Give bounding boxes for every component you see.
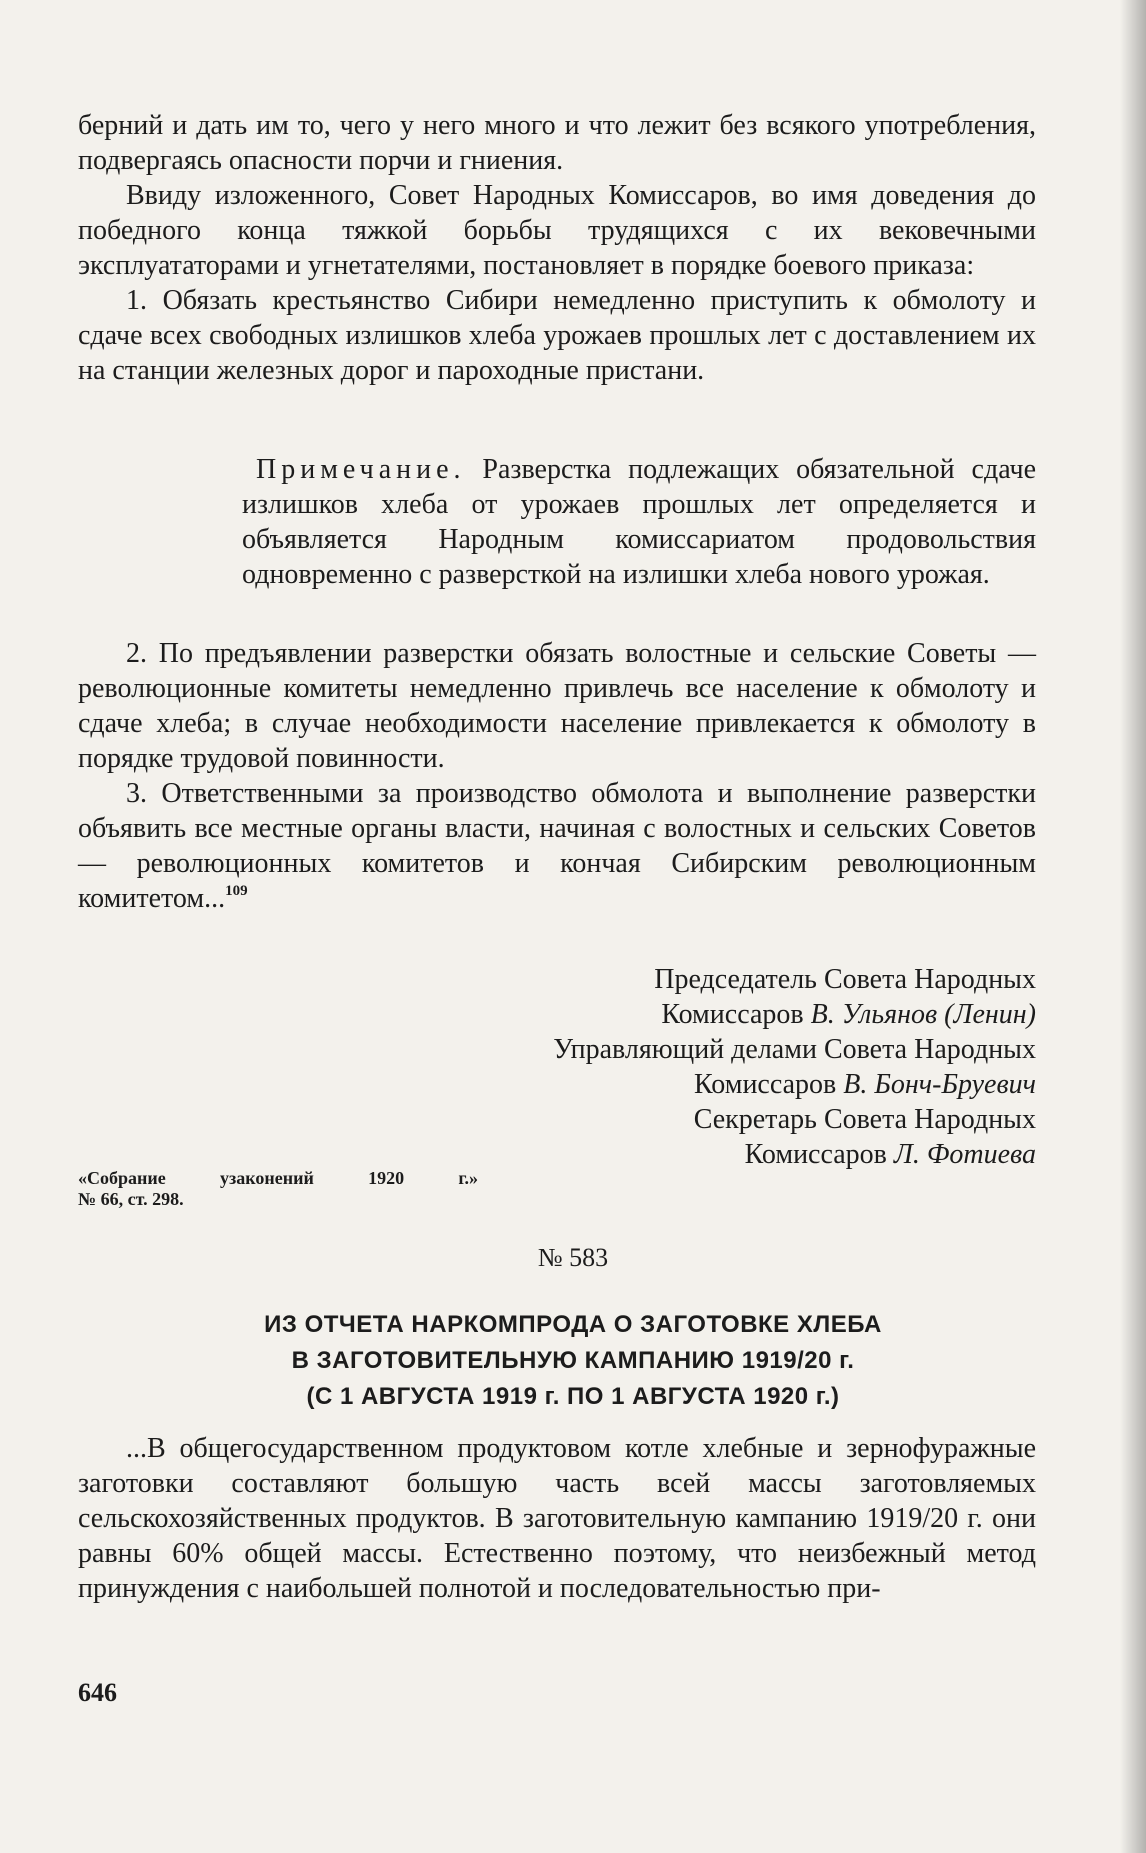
heading-line: ИЗ ОТЧЕТА НАРКОМПРОДА О ЗАГОТОВКЕ ХЛЕБА [264,1311,882,1338]
document-number: № 583 [537,1243,609,1272]
page-spine-shadow [1120,0,1146,1853]
signature-prefix: Комиссаров [744,1139,887,1170]
signature-name: Л. Фотиева [893,1139,1036,1170]
paragraph: берний и дать им то, чего у него много и что лежит без всякого употребления, подвергаясь опасности порчи и гниения. [78,110,1036,176]
signature-line: Председатель Совета Народных [654,964,1036,995]
text-block-middle [78,636,1036,916]
paragraph: 1. Обязать крестьянство Сибири немедленно приступить к обмолоту и сдаче всех свободных излишков хлеба урожаев прошлых лет с доставлением их на станции железных дорог и пароходные пристани. [78,285,1036,386]
text-block-top [78,108,1036,388]
source-part: узаконений [220,1168,314,1188]
source-part: г.» [458,1168,478,1188]
note-text: Разверстка подлежащих обязательной сдаче излишков хлеба от урожаев прошлых лет определяется и объявляется Народным комиссариатом продовольствия одновременно с разверсткой на излишки хлеба нового урожая. [242,454,1037,590]
heading-line: В ЗАГОТОВИТЕЛЬНУЮ КАМПАНИЮ 1919/20 г. [291,1347,855,1374]
paragraph: 3. Ответственными за производство обмолота и выполнение разверстки объявить все местные органы власти, начиная с волостных и сельских Советов — революционных комитетов и кончая Сибирским революционным комитетом... [78,778,1036,914]
signature-prefix: Комиссаров [693,1069,837,1100]
signature-name: В. Ульянов (Ленин) [810,999,1036,1030]
paragraph: ...В общегосударственном продуктовом котле хлебные и зернофуражные заготовки составляют большую часть всей массы заготовляемых сельскохозяйственных продуктов. В заготовительную кампанию 1919/20 г. они равны 60% общей массы. Естественно поэтому, что неизбежный метод принуждения с наибольшей полнотой и последовательностью при- [78,1433,1036,1604]
source-part: 1920 [368,1168,405,1188]
document-heading [0,1307,1146,1415]
signatures [553,962,1036,1172]
signature-line: Секретарь Совета Народных [693,1104,1036,1135]
paragraph: Ввиду изложенного, Совет Народных Комиссаров, во имя доведения до победного конца тяжкой борьбы трудящихся с их вековечными эксплуататорами и угнетателями, постановляет в порядке боевого приказа: [78,180,1036,281]
source-citation [78,1168,478,1210]
note-block [242,452,1036,592]
signature-prefix: Комиссаров [661,999,804,1030]
text-block-bottom [78,1431,1036,1606]
page-number: 646 [78,1678,117,1707]
source-line2: № 66, ст. 298. [78,1189,184,1209]
footnote-ref: 109 [225,883,248,899]
signature-line: Управляющий делами Совета Народных [553,1034,1036,1065]
note-lead: Примечание. [256,454,466,485]
paragraph: 2. По предъявлении разверстки обязать волостные и сельские Советы — революционные комитеты немедленно привлечь все население к обмолоту и сдаче хлеба; в случае необходимости население привлекается к обмолоту в порядке трудовой повинности. [78,638,1036,774]
signature-name: В. Бонч-Бруевич [843,1069,1036,1100]
source-part: «Собрание [78,1168,166,1188]
heading-line: (С 1 АВГУСТА 1919 г. ПО 1 АВГУСТА 1920 г.) [306,1383,840,1410]
